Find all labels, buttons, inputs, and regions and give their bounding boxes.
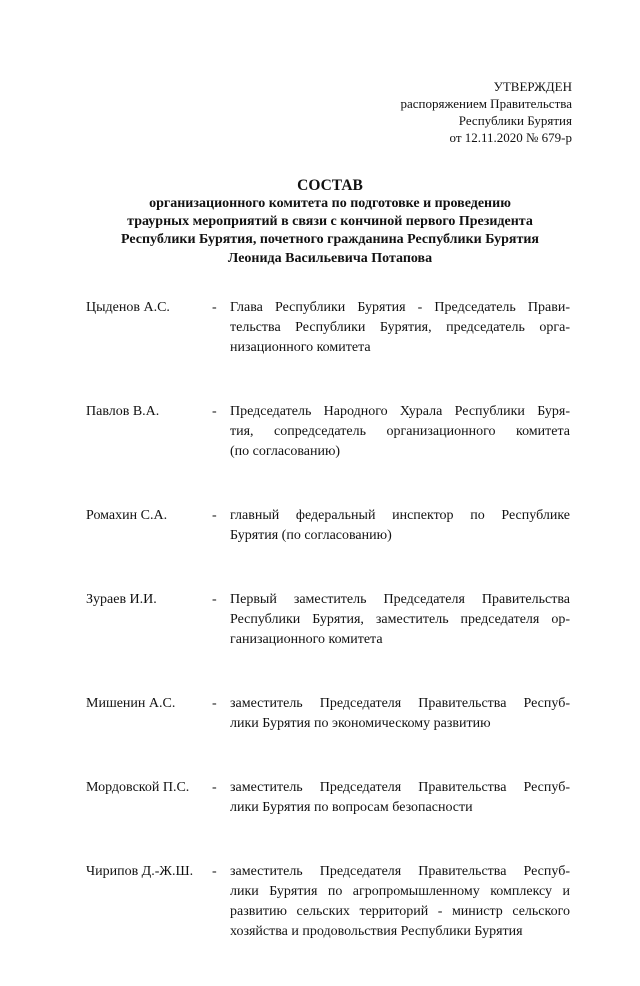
- member-dash: -: [212, 300, 217, 315]
- member-dash: -: [212, 592, 217, 607]
- document-title: [60, 176, 600, 268]
- role-line: Председатель Народного Хурала Республики Буря-: [230, 404, 570, 419]
- title-line: Леонида Васильевича Потапова: [227, 250, 433, 266]
- title-line: организационного комитета по подготовке и проведению: [149, 196, 511, 211]
- role-line: заместитель Председателя Правительства Респуб-: [230, 864, 570, 879]
- member-dash: -: [212, 696, 217, 711]
- role-line: развитию сельских территорий - министр сельского: [230, 904, 570, 919]
- member-role: [230, 778, 570, 818]
- role-line: лики Бурятия по экономическому развитию: [230, 716, 491, 731]
- role-line: лики Бурятия по вопросам безопасности: [230, 800, 473, 815]
- role-line: Первый заместитель Председателя Правительства: [230, 592, 570, 607]
- title-line: Республики Бурятия, почетного гражданина Республики Бурятия: [120, 232, 540, 248]
- member-entry: [86, 862, 570, 942]
- member-name: Мордовской П.С.: [86, 780, 190, 795]
- member-role: [230, 862, 570, 942]
- member-role: [230, 402, 570, 462]
- member-dash: -: [212, 404, 217, 419]
- role-line: тельства Республики Бурятия, председатель орга-: [230, 320, 570, 335]
- member-role: [230, 506, 570, 546]
- approval-stamp: [400, 78, 572, 146]
- approval-order: распоряжением Правительства: [400, 96, 572, 111]
- member-dash: -: [212, 508, 217, 523]
- member-name: Павлов В.А.: [86, 404, 160, 419]
- member-name: Цыденов А.С.: [86, 300, 170, 315]
- approval-date-number: от 12.11.2020 № 679-р: [449, 130, 572, 145]
- role-line: главный федеральный инспектор по Республике: [230, 508, 570, 523]
- member-entry: [86, 590, 570, 650]
- title-main: СОСТАВ: [297, 177, 363, 194]
- role-line: Глава Республики Бурятия - Председатель Прави-: [230, 300, 570, 315]
- member-role: [230, 298, 570, 358]
- member-entry: [86, 694, 570, 734]
- title-line: траурных мероприятий в связи с кончиной первого Президента: [127, 214, 533, 230]
- role-line: тия, сопредседатель организационного комитета: [230, 424, 570, 439]
- member-entry: [86, 506, 570, 546]
- member-dash: -: [212, 864, 217, 879]
- member-role: [230, 590, 570, 650]
- member-entry: [86, 298, 570, 358]
- role-line: ганизационного комитета: [230, 632, 383, 647]
- role-line: Республики Бурятия, заместитель председателя ор-: [230, 612, 570, 627]
- role-line: низационного комитета: [230, 340, 371, 355]
- role-line: Бурятия (по согласованию): [230, 528, 392, 543]
- member-name: Мишенин А.С.: [86, 696, 176, 711]
- role-line: заместитель Председателя Правительства Респуб-: [230, 696, 570, 711]
- member-role: [230, 694, 570, 734]
- member-entry: [86, 402, 570, 462]
- committee-members-list: [86, 298, 570, 986]
- approval-republic: Республики Бурятия: [458, 113, 572, 128]
- role-line: заместитель Председателя Правительства Респуб-: [230, 780, 570, 795]
- member-name: Зураев И.И.: [86, 592, 157, 607]
- role-line: хозяйства и продовольствия Республики Бурятия: [230, 924, 523, 939]
- role-line: (по согласованию): [230, 444, 341, 459]
- member-entry: [86, 778, 570, 818]
- approval-heading: УТВЕРЖДЕН: [493, 79, 572, 94]
- member-name: Ромахин С.А.: [86, 508, 168, 523]
- member-dash: -: [212, 780, 217, 795]
- role-line: лики Бурятия по агропромышленному комплексу и: [230, 884, 570, 899]
- member-name: Чирипов Д.-Ж.Ш.: [86, 864, 194, 879]
